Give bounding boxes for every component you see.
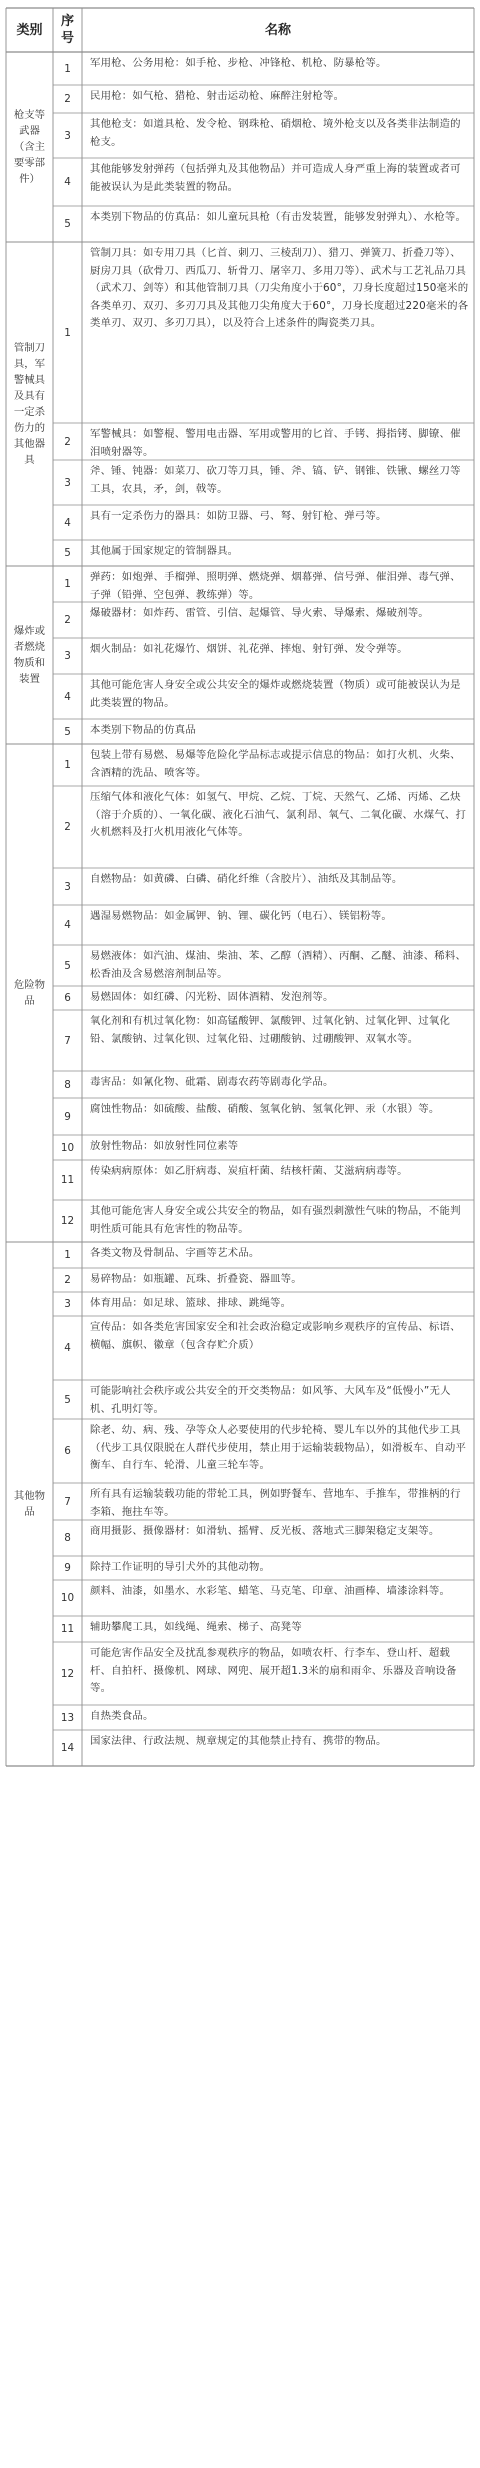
item-description: 遇湿易燃物品：如金属钾、钠、锂、碳化钙（电石）、镁铝粉等。 [90,910,392,922]
row-number: 4 [64,176,71,188]
row-number: 5 [64,547,71,559]
row-number: 3 [64,476,71,489]
category-cell: 爆炸或者燃烧物质和装置 [13,625,46,685]
item-description: 宣传品：如各类危害国家安全和社会政治稳定或影响乡观秩序的宣传品、标语、横幅、旗帜、徽章（包含存贮介质） [90,1321,461,1351]
row-number: 8 [64,1532,71,1544]
row-number: 11 [60,1174,75,1186]
row-number: 10 [60,1141,75,1154]
row-number: 2 [64,435,71,448]
row-number: 5 [64,218,71,230]
category-cell: 危险物品 [13,979,46,1007]
item-description: 体育用品：如足球、篮球、排球、跳绳等。 [90,1297,292,1309]
row-number: 7 [64,1495,71,1508]
item-description: 国家法律、行政法规、规章规定的其他禁止持有、携带的物品。 [90,1735,387,1747]
item-description: 其他枪支：如道具枪、发令枪、钢珠枪、硝烟枪、境外枪支以及各类非法制造的枪支。 [90,118,461,148]
row-number: 1 [64,578,71,590]
item-description: 所有具有运输装载功能的带轮工具，例如野餐车、营地车、手推车，带推柄的行李箱、拖拄车等。 [90,1488,461,1518]
item-description: 传染病病原体：如乙肝病毒、炭疽杆菌、结核杆菌、艾滋病病毒等。 [90,1165,408,1177]
row-number: 4 [64,516,71,529]
item-description: 其他可能危害人身安全或公共安全的爆炸或燃烧装置（物质）或可能被误认为是此类装置的物品。 [90,679,461,709]
item-description: 放射性物品：如放射性同位素等 [90,1140,239,1152]
row-number: 1 [64,62,71,75]
row-number: 1 [64,759,71,771]
row-number: 12 [60,1215,75,1227]
row-number: 8 [64,1078,71,1091]
item-description: 腐蚀性物品：如硫酸、盐酸、硝酸、氢氧化钠、氢氧化钾、汞（水银）等。 [90,1103,440,1115]
item-description: 爆破器材：如炸药、雷管、引信、起爆管、导火索、导爆索、爆破剂等。 [90,607,429,619]
item-description: 管制刀具：如专用刀具（匕首、刺刀、三棱刮刀）、猎刀、弹簧刀、折叠刀等）、厨房刀具（砍骨刀、西瓜刀、斩骨刀、屠宰刀、多用刀等）、武术与工艺礼品刀具（武术刀、剑等）和其他管制刀具（刀尖角度小于60°，刀身长度超过150毫米的各类单刃、双刃、多刃刀具及其他刀尖角度大于60°，刀身长度超过220毫米的各类单刃、双刃、多刃刀具），以及符合上述条件的陶瓷类刀具。 [90,247,469,329]
row-number: 3 [64,1298,71,1310]
row-number: 5 [64,1393,71,1406]
row-number: 13 [60,1711,75,1724]
row-number: 1 [64,1249,71,1261]
category-cell: 其他物品 [13,1490,46,1518]
item-description: 易碎物品：如瓶罐、瓦珠、折叠瓷、器皿等。 [90,1273,302,1285]
row-number: 14 [60,1742,75,1754]
row-number: 6 [64,992,71,1004]
item-description: 具有一定杀伤力的器具：如防卫器、弓、弩、射钉枪、弹弓等。 [90,510,387,522]
header-category: 类别 [16,22,43,38]
row-number: 1 [64,326,71,339]
row-number: 2 [64,821,71,833]
item-description: 可能影响社会秩序或公共安全的开交类物品：如风筝、大风车及“低慢小”无人机、孔明灯等。 [90,1385,451,1415]
item-description: 商用摄影、摄像器材：如滑轨、摇臂、反光板、落地式三脚架稳定支架等。 [90,1525,440,1537]
item-description: 军用枪、公务用枪：如手枪、步枪、冲锋枪、机枪、防暴枪等。 [90,57,387,69]
row-number: 4 [64,919,71,931]
item-description: 自热类食品。 [90,1710,154,1722]
header-name: 名称 [264,22,291,38]
item-description: 其他属于国家规定的管制器具。 [90,545,239,557]
category-cell: 管制刀具，军警械具及具有一定杀伤力的其他器具 [13,342,46,466]
row-number: 2 [64,1274,71,1286]
item-description: 自燃物品：如黄磷、白磷、硝化纤维（含胶片）、油纸及其制品等。 [90,873,403,885]
item-description: 颜料、油漆，如墨水、水彩笔、蜡笔、马克笔、印章、油画棒、墙漆涂料等。 [90,1585,451,1597]
item-description: 辅助攀爬工具，如线绳、绳索、梯子、高凳等 [90,1621,302,1633]
item-description: 民用枪：如气枪、猎枪、射击运动枪、麻醉注射枪等。 [90,90,345,102]
item-description: 可能危害作品安全及扰乱参观秩序的物品，如喷农杆、行李车、登山杆、超载杆、自拍杆、摄像机、网球、网兜、展开超1.3米的扇和雨伞、乐器及音响设备等。 [90,1647,457,1694]
row-number: 10 [60,1592,75,1604]
row-number: 6 [64,1445,71,1457]
row-number: 2 [64,614,71,626]
row-number: 4 [64,690,71,703]
item-description: 除老、幼、病、残、孕等众人必要使用的代步轮椅、婴儿车以外的其他代步工具（代步工具仅限脱在人群代步使用，禁止用于运输装载物品），如滑板车、自动平衡车、自行车、轮滑、儿童三轮车等。 [90,1424,467,1471]
item-description: 氧化剂和有机过氧化物：如高锰酸钾、氯酸钾、过氧化钠、过氧化钾、过氧化铅、氯酸钠、过氧化钡、过氧化铅、过硼酸钠、过硼酸钾、双氧水等。 [90,1015,451,1045]
item-description: 各类文物及骨制品、字画等艺术品。 [90,1247,260,1259]
row-number: 5 [64,959,71,972]
row-number: 3 [64,129,71,142]
row-number: 9 [64,1562,71,1574]
item-description: 其他可能危害人身安全或公共安全的物品，如有强烈刺激性气味的物品，不能判明性质可能具有危害性的物品等。 [90,1205,461,1235]
item-description: 毒害品：如氰化物、砒霜、剧毒农药等剧毒化学品。 [90,1076,334,1088]
item-description: 弹药：如炮弹、手榴弹、照明弹、燃烧弹、烟幕弹、信号弹、催泪弹、毒气弹、子弹（铅弹、空包弹、教练弹）等。 [90,571,461,601]
row-number: 4 [64,1342,71,1354]
row-number: 5 [64,725,71,738]
row-number: 7 [64,1034,71,1047]
category-cell: 枪支等武器（含主要零部件） [13,109,46,185]
item-description: 其他能够发射弹药（包括弹丸及其他物品）并可造成人身严重上海的装置或者可能被误认为是此类装置的物品。 [90,163,461,193]
item-description: 易燃固体：如红磷、闪光粉、固体酒精、发泡剂等。 [90,991,334,1003]
row-number: 11 [60,1623,75,1635]
header-number: 序号 [60,14,74,46]
item-description: 包装上带有易燃、易爆等危险化学品标志或提示信息的物品：如打火机、火柴、含酒精的洗品、喷客等。 [90,749,461,779]
item-description: 军警械具：如警棍、警用电击器、军用或警用的匕首、手铐、拇指铐、脚镣、催泪喷射器等。 [90,428,461,458]
item-description: 斧、锤、钝器：如菜刀、砍刀等刀具，锤、斧、镐、铲、钢锥、铁锹、螺丝刀等工具，农具，矛，剑，戟等。 [90,465,461,495]
item-description: 烟火制品：如礼花爆竹、烟饼、礼花弹、摔炮、射钉弹、发令弹等。 [90,643,408,655]
row-number: 2 [64,93,71,105]
item-description: 压缩气体和液化气体：如氢气、甲烷、乙烷、丁烷、天然气、乙烯、丙烯、乙炔（溶于介质的）、一氧化碳、液化石油气、氯利昂、氧气、二氧化碳、水煤气、打火机燃料及打火机用液化气体等。 [90,791,467,838]
item-description: 除持工作证明的导引犬外的其他动物。 [90,1561,271,1573]
item-description: 易燃液体：如汽油、煤油、柴油、苯、乙醇（酒精）、丙酮、乙醚、油漆、稀料、松香油及含易燃溶剂制品等。 [90,950,467,980]
item-description: 本类别下物品的仿真品 [90,724,196,736]
row-number: 3 [64,650,71,662]
row-number: 3 [64,880,71,893]
row-number: 12 [60,1667,75,1680]
row-number: 9 [64,1110,71,1123]
item-description: 本类别下物品的仿真品：如儿童玩具枪（有击发装置，能够发射弹丸）、水枪等。 [90,211,467,223]
